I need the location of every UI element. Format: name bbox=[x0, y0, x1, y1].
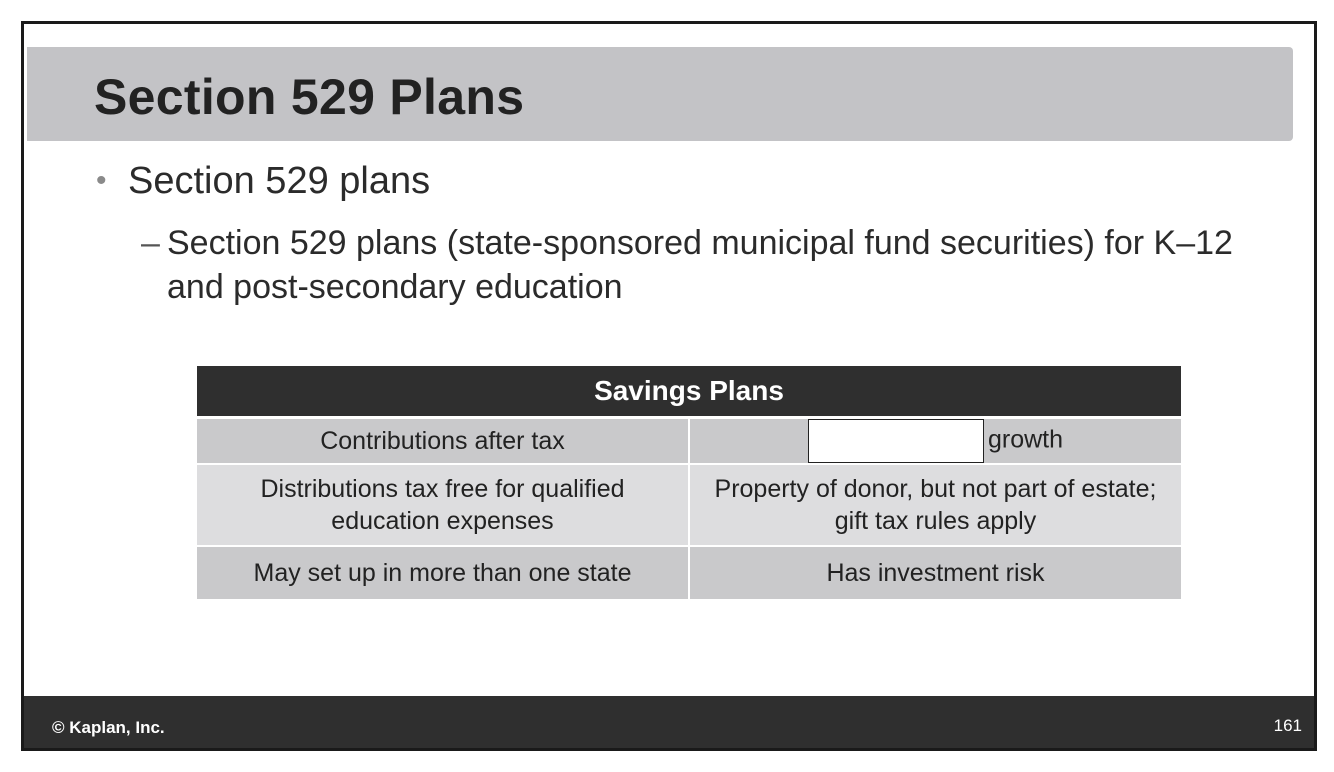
slide bbox=[21, 21, 1317, 751]
slide-title: Section 529 Plans bbox=[94, 69, 525, 125]
fill-in-blank-box bbox=[808, 419, 984, 463]
table-cell-multi-state: May set up in more than one state bbox=[197, 546, 689, 600]
growth-text: growth bbox=[987, 425, 1064, 454]
table-row bbox=[197, 464, 1181, 546]
table-cell-property: Property of donor, but not part of estate; gift tax rules apply bbox=[689, 464, 1181, 546]
table-header: Savings Plans bbox=[197, 366, 1181, 418]
bullet-text: Section 529 plans bbox=[128, 160, 431, 202]
sub-bullet-item bbox=[141, 221, 1247, 309]
bullet-dot-icon: • bbox=[96, 164, 107, 197]
table-row bbox=[197, 546, 1181, 600]
table-cell-distributions: Distributions tax free for qualified education expenses bbox=[197, 464, 689, 546]
table-cell-contributions: Contributions after tax bbox=[197, 418, 689, 465]
table-row bbox=[197, 418, 1181, 465]
sub-bullet-text: Section 529 plans (state-sponsored municipal fund securities) for K–12 and post-secondary education bbox=[167, 224, 1233, 306]
table-cell-growth bbox=[689, 418, 1181, 465]
sub-bullet-dash-icon: – bbox=[141, 224, 160, 262]
slide-footer bbox=[24, 696, 1314, 748]
bullet-item bbox=[96, 160, 430, 203]
page-number: 161 bbox=[1273, 716, 1302, 735]
table-cell-investment-risk: Has investment risk bbox=[689, 546, 1181, 600]
copyright-text: © Kaplan, Inc. bbox=[52, 718, 165, 737]
savings-plans-table bbox=[197, 366, 1181, 601]
